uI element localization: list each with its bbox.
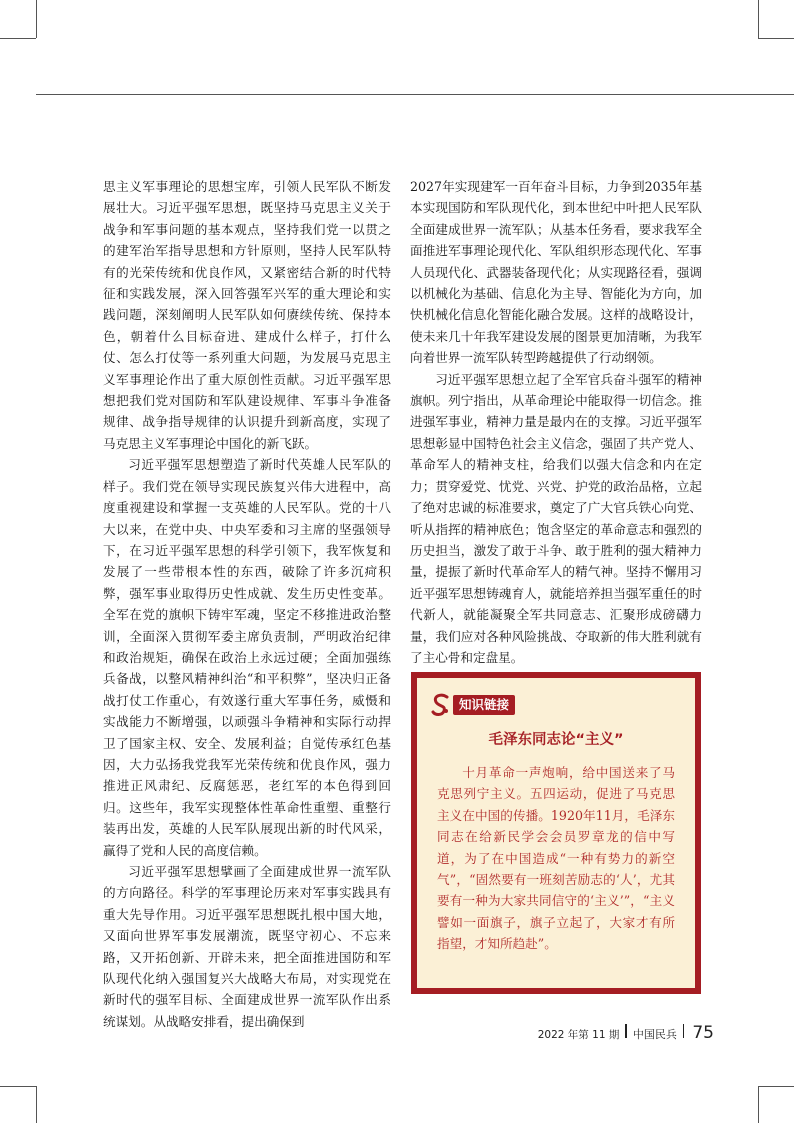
knowledge-tag: 知识链接 <box>453 695 515 715</box>
crop-mark-tr-h <box>758 38 794 39</box>
crop-mark-bl-v <box>36 1086 37 1123</box>
crop-mark-br-v <box>758 1086 759 1123</box>
page-number: 75 <box>692 1023 714 1043</box>
paragraph: 思主义军事理论的思想宝库，引领人民军队不断发展壮大。习近平强军思想，既坚持马克思主义关于战争和军事问题的基本观点，坚持我们党一以贯之的建军治军指导思想和方针原则，坚持人民军队特有的光荣传统和优良作风，又紧密结合新的时代特征和实践发展，深入回答强军兴军的重大理论和实践问题，深刻阐明人民军队如何赓续传统、保持本色，朝着什么目标奋进、建成什么样子，打什么仗、怎么打仗等一系列重大问题，为发展马克思主义军事理论作出了重大原创性贡献。习近平强军思想把我们党对国防和军队建设规律、军事斗争准备规律、战争指导规律的认识提升到新高度，实现了马克思主义军事理论中国化的新飞跃。 <box>103 179 391 451</box>
right-column <box>410 176 702 668</box>
crop-mark-br-h <box>758 1086 794 1087</box>
issue-label: 2022 年第 11 期 <box>537 1029 620 1041</box>
footer-divider <box>683 1024 685 1038</box>
magazine-name: 中国民兵 <box>632 1028 677 1041</box>
knowledge-box-inner <box>417 678 695 988</box>
paragraph: 2027年实现建军一百年奋斗目标，力争到2035年基本实现国防和军队现代化，到本世纪中叶把人民军队全面建成世界一流军队；从基本任务看，要求我军全面推进军事理论现代化、军队组织形态现代化、军事人员现代化、武器装备现代化；从实现路径看，强调以机械化为基础、信息化为主导、智能化为方向，加快机械化信息化智能化融合发展。这样的战略设计，使未来几十年我军建设发展的图景更加清晰，为我军向着世界一流军队转型跨越提供了行动纲领。 <box>410 179 702 366</box>
crop-mark-tl-v <box>36 0 37 38</box>
paragraph: 习近平强军思想塑造了新时代英雄人民军队的样子。我们党在领导实现民族复兴伟大进程中，高度重视建设和掌握一支英雄的人民军队。党的十八大以来，在党中央、中央军委和习主席的坚强领导下，在习近平强军思想的科学引领下，我军恢复和发展了一些带根本性的东西，破除了许多沉疴积弊，强军事业取得历史性成就、发生历史性变革。全军在党的旗帜下铸牢军魂，坚定不移推进政治整训，全面深入贯彻军委主席负责制，严明政治纪律和政治规矩，确保在政治上永远过硬；全面加强练兵备战，以整风精神纠治“和平积弊”，坚决归正备战打仗工作重心，有效遂行重大军事任务，威慑和实战能力不断增强，以顽强斗争精神和实际行动捍卫了国家主权、安全、发展利益；自觉传承红色基因，大力弘扬我党我军光荣传统和优良作风，强力推进正风肃纪、反腐惩恶，老红军的本色得到回归。这些年，我军实现整体性革命性重塑、重整行装再出发，英雄的人民军队展现出新的时代风采，赢得了党和人民的高度信赖。 <box>103 457 391 858</box>
paragraph: 习近平强军思想立起了全军官兵奋斗强军的精神旗帜。列宁指出，从革命理论中能取得一切信念。推进强军事业，精神力量是最内在的支撑。习近平强军思想彰显中国特色社会主义信念，强固了共产党人、革命军人的精神支柱，给我们以强大信念和内在定力；贯穿爱党、忧党、兴党、护党的政治品格，立起了绝对忠诚的标准要求，奠定了广大官兵铁心向党、听从指挥的精神底色；饱含坚定的革命意志和强烈的历史担当，激发了敢于斗争、敢于胜利的强大精神力量，提振了新时代革命军人的精气神。坚持不懈用习近平强军思想铸魂育人，就能培养担当强军重任的时代新人，就能凝聚全军共同意志、汇聚形成磅礴力量，我们应对各种风险挑战、夺取新的伟大胜利就有了主心骨和定盘星。 <box>410 371 702 665</box>
knowledge-title: 毛泽东同志论“主义” <box>488 732 624 748</box>
crop-mark-tl-h <box>0 38 36 39</box>
swirl-s-icon <box>431 693 451 717</box>
footer-divider <box>625 1024 627 1038</box>
crop-mark-tr-v <box>758 0 759 38</box>
paragraph: 习近平强军思想擘画了全面建成世界一流军队的方向路径。科学的军事理论历来对军事实践具有重大先导作用。习近平强军思想既扎根中国大地，又面向世界军事发展潮流，既坚守初心、不忘来路，又开拓创新、开辟未来，把全面推进国防和军队现代化纳入强国复兴大战略大布局，对实现党在新时代的强军目标、全面建成世界一流军队作出系统谋划。从战略安排看，提出确保到 <box>103 864 391 1029</box>
knowledge-body: 十月革命一声炮响，给中国送来了马克思列宁主义。五四运动，促进了马克思主义在中国的传播。1920年11月，毛泽东同志在给新民学会会员罗章龙的信中写道，为了在中国造成“一种有势力的新空气”，“固然要有一班刻苦励志的‘人’，尤其要有一种为大家共同信守的‘主义’”，“主义譬如一面旗子，旗子立起了，大家才有所指望，才知所趋赴”。 <box>437 765 675 952</box>
left-column <box>103 176 391 1032</box>
crop-mark-bl-h <box>0 1086 36 1087</box>
header-rule <box>36 94 794 95</box>
page-footer <box>538 1023 714 1043</box>
knowledge-box <box>411 672 701 994</box>
knowledge-box-header <box>431 692 515 718</box>
